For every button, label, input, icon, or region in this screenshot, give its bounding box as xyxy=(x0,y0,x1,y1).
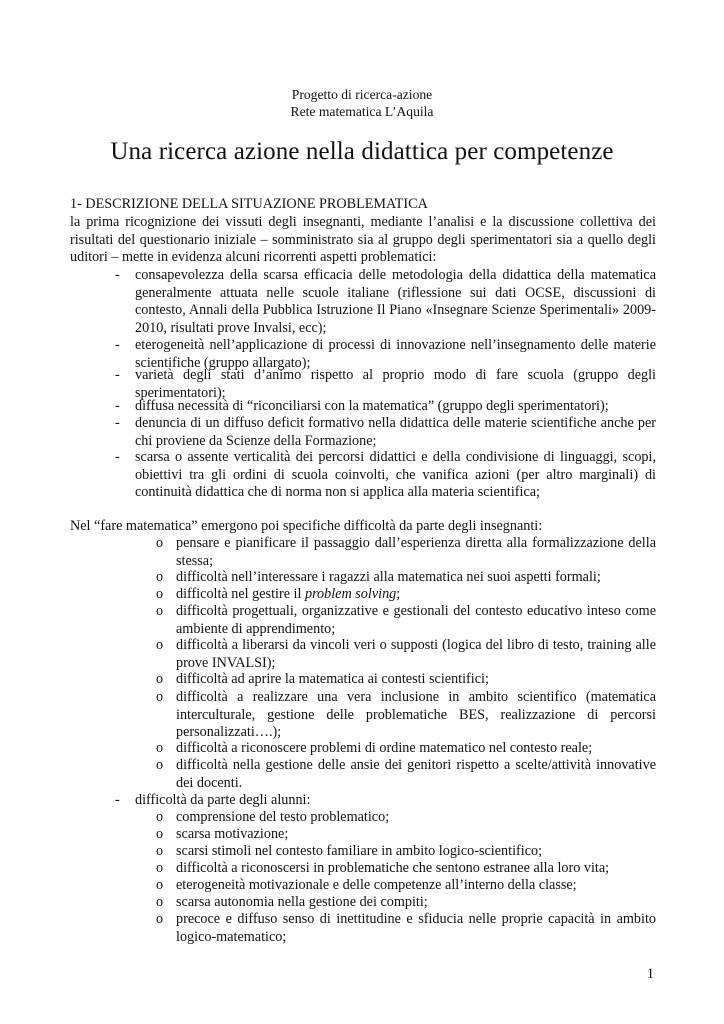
list-item-text: difficoltà nell’interessare i ragazzi alla matematica nei suoi aspetti formali; xyxy=(176,569,601,585)
list-item-text: varietà degli stati d’animo rispetto al proprio modo di fare scuola (gruppo degli sperimentatori); xyxy=(135,367,656,401)
circle-bullet: o xyxy=(156,689,164,705)
list-item xyxy=(115,449,656,502)
problem-solving-text: problem solving xyxy=(304,586,397,602)
list-item-text: difficoltà a riconoscere problemi di ordine matematico nel contesto reale; xyxy=(176,740,593,756)
circle-bullet: o xyxy=(156,671,164,687)
intro-paragraph: la prima ricognizione dei vissuti degli insegnanti, mediante l’analisi e la discussione collettiva dei risultati del questionario iniziale – somministrato sia al gruppo degli sperimentatori sia a quello degli uditori – mette in evidenza alcuni ricorrenti aspetti problematici: xyxy=(70,214,656,266)
list-item-text: difficoltà a realizzare una vera inclusione in ambito scientifico (matematica interculturale, gestione delle problematiche BES, realizzazione di percorsi personalizzati….); xyxy=(176,689,656,741)
list-item-text-end: ; xyxy=(396,586,401,602)
list-item xyxy=(156,894,656,912)
circle-bullet: o xyxy=(156,603,164,619)
list-item xyxy=(156,603,656,638)
list-item-text: difficoltà da parte degli alunni: xyxy=(135,792,311,808)
list-item xyxy=(115,398,656,416)
page-number: 1 xyxy=(646,966,654,982)
fare-matematica-paragraph: Nel “fare matematica” emergono poi specifiche difficoltà da parte degli insegnanti: xyxy=(70,518,543,534)
list-item xyxy=(156,740,656,758)
list-item xyxy=(156,671,656,689)
list-item-text: difficoltà a riconoscersi in problematiche che sentono estranee alla loro vita; xyxy=(176,860,610,876)
dash-bullet: - xyxy=(115,367,120,383)
dash-bullet: - xyxy=(115,449,120,465)
list-item-text: difficoltà nella gestione delle ansie dei genitori rispetto a scelte/attività innovative dei docenti. xyxy=(176,757,656,791)
circle-bullet: o xyxy=(156,826,164,842)
list-item-text: scarsa autonomia nella gestione dei compiti; xyxy=(176,894,428,910)
section-heading: 1- DESCRIZIONE DELLA SITUAZIONE PROBLEMATICA xyxy=(70,196,428,212)
list-item xyxy=(156,877,656,895)
list-item-text: diffusa necessità di “riconciliarsi con la matematica” (gruppo degli sperimentatori); xyxy=(135,398,609,414)
list-item-text: difficoltà ad aprire la matematica ai contesti scientifici; xyxy=(176,671,489,687)
list-item xyxy=(156,809,656,827)
dash-bullet: - xyxy=(115,792,120,808)
list-item xyxy=(115,415,656,450)
list-item-text: eterogeneità motivazionale e delle competenze all’interno della classe; xyxy=(176,877,577,893)
circle-bullet: o xyxy=(156,637,164,653)
list-item-text: scarsa motivazione; xyxy=(176,826,289,842)
list-item-text: difficoltà a liberarsi da vincoli veri o supposti (logica del libro di testo, training alle prove INVALSI); xyxy=(176,637,656,671)
list-item xyxy=(156,637,656,672)
list-item xyxy=(115,792,656,810)
circle-bullet: o xyxy=(156,894,164,910)
circle-bullet: o xyxy=(156,877,164,893)
circle-bullet: o xyxy=(156,586,164,602)
circle-bullet: o xyxy=(156,535,164,551)
list-item-text: denuncia di un diffuso deficit formativo nella didattica delle materie scientifiche anche per chi proviene da Scienze della Formazione; xyxy=(135,415,656,449)
list-item-text xyxy=(176,586,656,604)
list-item xyxy=(156,860,656,878)
list-item-text: comprensione del testo problematico; xyxy=(176,809,390,825)
list-item xyxy=(156,826,656,844)
list-item xyxy=(156,911,656,946)
list-item-text: difficoltà progettuali, organizzative e gestionali del contesto educativo inteso come ambiente di apprendimento; xyxy=(176,603,656,637)
list-item-text: eterogeneità nell’applicazione di processi di innovazione nell’insegnamento delle materie scientifiche (gruppo allargato); xyxy=(135,337,656,371)
dash-bullet: - xyxy=(115,267,120,283)
list-item xyxy=(156,569,656,587)
list-item-text: scarsi stimoli nel contesto familiare in ambito logico-scientifico; xyxy=(176,843,543,859)
list-item-text-start: difficoltà nel gestire il xyxy=(176,586,305,602)
dash-bullet: - xyxy=(115,398,120,414)
dash-bullet: - xyxy=(115,415,120,431)
dash-bullet: - xyxy=(115,337,120,353)
list-item xyxy=(115,267,656,337)
list-item-text: scarsa o assente verticalità dei percorsi didattici e della condivisione di linguaggi, scopi, obiettivi tra gli ordini di scuola coinvolti, che vanifica azioni (per altro marginali) di continuità didattica che di norma non si applica alla materia scientifica; xyxy=(135,449,656,501)
circle-bullet: o xyxy=(156,860,164,876)
circle-bullet: o xyxy=(156,843,164,859)
circle-bullet: o xyxy=(156,569,164,585)
list-item xyxy=(156,586,656,604)
list-item xyxy=(115,367,656,402)
circle-bullet: o xyxy=(156,757,164,773)
circle-bullet: o xyxy=(156,911,164,927)
network-line: Rete matematica L’Aquila xyxy=(290,104,434,119)
list-item xyxy=(156,689,656,742)
list-item xyxy=(156,757,656,792)
list-item-text: pensare e pianificare il passaggio dall’esperienza diretta alla formalizzazione della stessa; xyxy=(176,535,656,569)
list-item xyxy=(156,535,656,570)
circle-bullet: o xyxy=(156,809,164,825)
project-line: Progetto di ricerca-azione xyxy=(291,87,433,102)
list-item-text: consapevolezza della scarsa efficacia delle metodologia della didattica della matematica generalmente attuata nelle scuole italiane (riflessione sui dati OCSE, discussioni di contesto, Annali della Pubblica Istruzione Il Piano «Insegnare Scienze Sperimentali» 2009-2010, risultati prove Invalsi, ecc); xyxy=(135,267,656,336)
list-item xyxy=(156,843,656,861)
circle-bullet: o xyxy=(156,740,164,756)
list-item-text: precoce e diffuso senso di inettitudine e sfiducia nelle proprie capacità in ambito logico-matematico; xyxy=(176,911,656,945)
page-title: Una ricerca azione nella didattica per competenze xyxy=(110,138,614,165)
